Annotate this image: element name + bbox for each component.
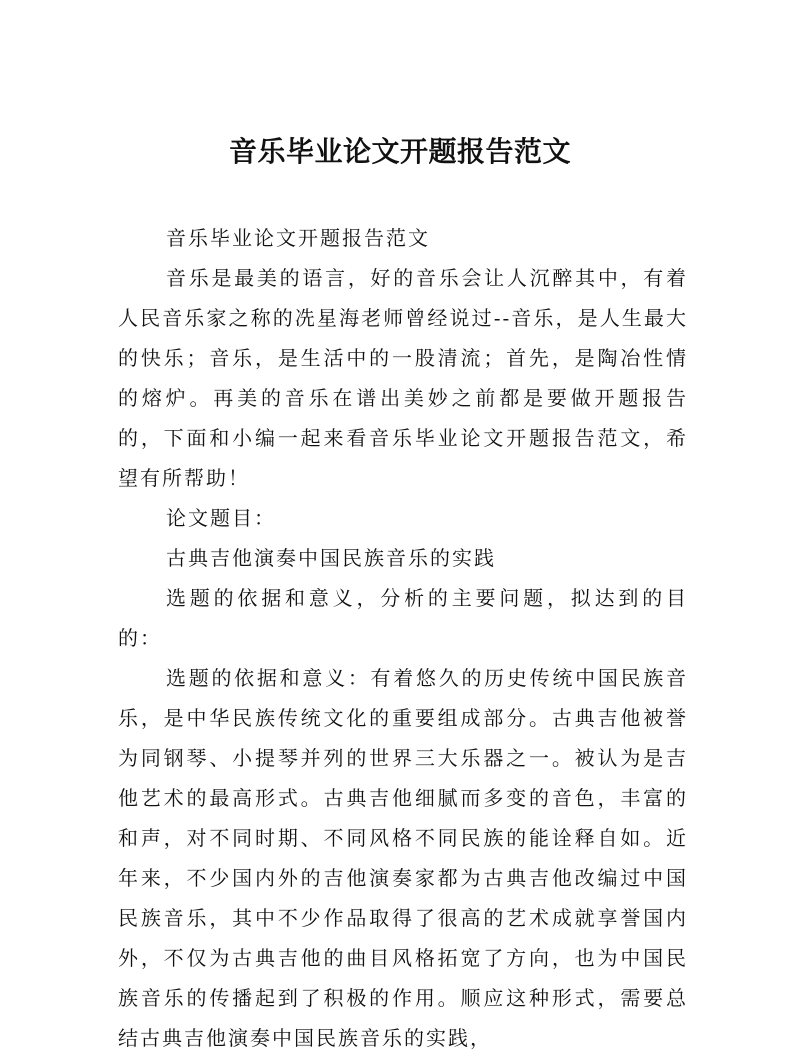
paragraph-subtitle: 音乐毕业论文开题报告范文 [166, 226, 430, 250]
document-body [118, 218, 688, 1058]
paragraph-intro: 音乐是最美的语言，好的音乐会让人沉醉其中，有着人民音乐家之称的冼星海老师曾经说过--音乐，是人生最大的快乐；音乐，是生活中的一股清流；首先，是陶冶性情的熔炉。再美的音乐在谱出美妙之前都是要做开题报告的，下面和小编一起来看音乐毕业论文开题报告范文，希望有所帮助！ [118, 266, 688, 490]
paragraph-basis-heading: 选题的依据和意义，分析的主要问题，拟达到的目的： [118, 586, 688, 650]
paragraph-topic: 古典吉他演奏中国民族音乐的实践 [166, 546, 496, 570]
paragraph-basis-body: 选题的依据和意义：有着悠久的历史传统中国民族音乐，是中华民族传统文化的重要组成部分。古典吉他被誉为同钢琴、小提琴并列的世界三大乐器之一。被认为是吉他艺术的最高形式。古典吉他细腻而多变的音色，丰富的和声，对不同时期、不同风格不同民族的能诠释自如。近年来，不少国内外的吉他演奏家都为古典吉他改编过中国民族音乐，其中不少作品取得了很高的艺术成就享誉国内外，不仅为古典吉他的曲目风格拓宽了方向，也为中国民族音乐的传播起到了积极的作用。顺应这种形式，需要总结古典吉他演奏中国民族音乐的实践， [118, 666, 688, 1050]
document-title: 音乐毕业论文开题报告范文 [228, 135, 571, 168]
paragraph-topic-label: 论文题目： [166, 506, 276, 530]
